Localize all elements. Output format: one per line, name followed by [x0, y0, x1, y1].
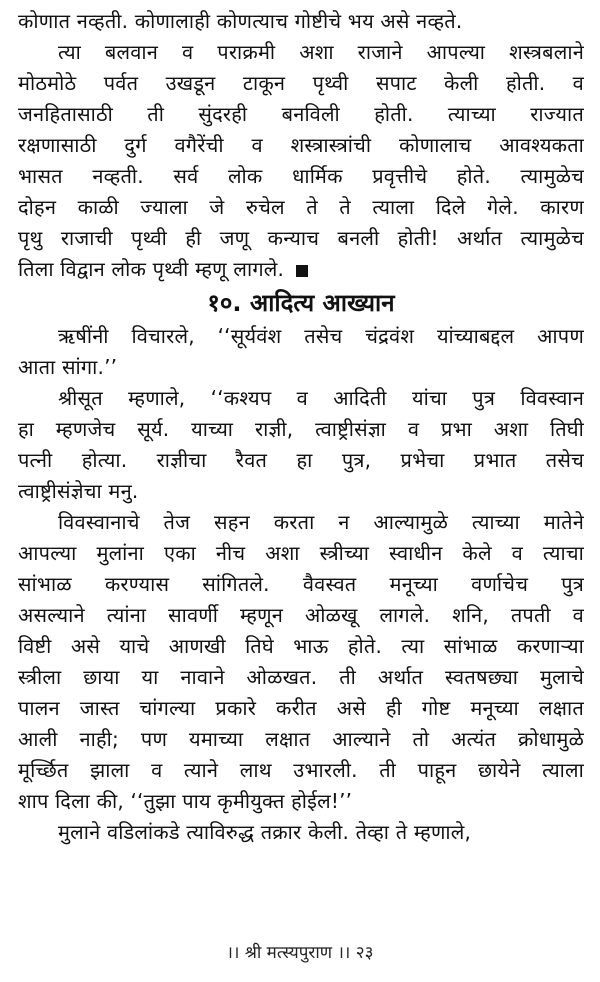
text-line: श्रीसूत म्हणाले, ‘‘कश्यप व आदिती यांचा पुत्र विवस्वान — [58, 386, 584, 410]
body-text-bottom — [18, 321, 584, 848]
text-line: शाप दिला की, ‘‘तुझा पाय कृमीयुक्त होईल!’’ — [18, 789, 353, 813]
text-line: विष्टी असे याचे आणखी तिघे भाऊ होते. त्या सांभाळ करणाऱ्या — [18, 634, 584, 658]
text-line: भासत नव्हती. सर्व लोक धार्मिक प्रवृत्तीचे होते. त्यामुळेच — [18, 164, 584, 188]
paragraph — [18, 37, 584, 285]
text-line: पालन जास्त चांगल्या प्रकारे करीत असे ही गोष्ट मनूच्या लक्षात — [18, 696, 584, 720]
text-line: पत्नी होत्या. राज्ञीचा रैवत हा पुत्र, प्रभेचा प्रभात तसेच — [18, 448, 584, 472]
paragraph — [18, 383, 584, 507]
text-line: मुलाने वडिलांकडे त्याविरुद्ध तक्रार केली. तेव्हा ते म्हणाले, — [58, 820, 472, 844]
text-line: जनहितासाठी ती सुंदरही बनविली होती. त्याच्या राज्यात — [18, 102, 584, 126]
text-line: स्त्रीला छाया या नावाने ओळखत. ती अर्थात स्वतषछ्या मुलाचे — [18, 665, 584, 689]
text-line: तिला विद्वान लोक पृथ्वी म्हणू लागले. — [18, 254, 584, 285]
paragraph — [18, 321, 584, 383]
text-line: त्वाष्ट्रीसंज्ञेचा मनु. — [18, 479, 139, 503]
text-line: आली नाही; पण यमाच्या लक्षात आल्याने तो अत्यंत क्रोधामुळे — [18, 727, 584, 751]
section-heading: १०. आदित्य आख्यान — [207, 289, 395, 317]
body-text-top — [18, 6, 584, 285]
page-footer: ।। श्री मत्स्यपुराण ।। २३ — [226, 943, 374, 963]
text-line: कोणात नव्हती. कोणालाही कोणत्याच गोष्टीचे भय असे नव्हते. — [18, 9, 463, 33]
paragraph — [18, 507, 584, 817]
text-line: आता सांगा.’’ — [18, 355, 118, 379]
text-line: त्या बलवान व पराक्रमी अशा राजाने आपल्या शस्त्रबलाने — [58, 40, 584, 64]
text-line: पृथु राजाची पृथ्वी ही जणू कन्याच बनली होती! अर्थात त्यामुळेच — [18, 226, 584, 250]
text-line: मूर्च्छित झाला व त्याने लाथ उभारली. ती पाहून छायेने त्याला — [18, 758, 584, 782]
text-line: विवस्वानाचे तेज सहन करता न आल्यामुळे त्याच्या मातेने — [58, 510, 584, 534]
text-line: आपल्या मुलांना एका नीच अशा स्त्रीच्या स्वाधीन केले व त्याचा — [18, 541, 584, 565]
text-line: मोठमोठे पर्वत उखडून टाकून पृथ्वी सपाट केली होती. व — [18, 71, 584, 95]
paragraph — [18, 6, 584, 37]
text-line: दोहन काळी ज्याला जे रुचेल ते ते त्याला दिले गेले. कारण — [18, 195, 584, 219]
text-line: ऋषींनी विचारले, ‘‘सूर्यवंश तसेच चंद्रवंश यांच्याबद्दल आपण — [58, 324, 584, 348]
end-of-section-mark-icon — [296, 265, 308, 277]
text-line: रक्षणासाठी दुर्ग वगैरेंची व शस्त्रास्त्रांची कोणालाच आवश्यकता — [18, 133, 584, 157]
text-line: हा म्हणजेच सूर्य. याच्या राज्ञी, त्वाष्ट्रीसंज्ञा व प्रभा अशा तिघी — [18, 417, 584, 441]
paragraph — [18, 817, 584, 848]
text-line: सांभाळ करण्यास सांगितले. वैवस्वत मनूच्या वर्णाचेच पुत्र — [18, 572, 584, 596]
text-line: असल्याने त्यांना सावर्णी म्हणून ओळखू लागले. शनि, तपती व — [18, 603, 584, 627]
